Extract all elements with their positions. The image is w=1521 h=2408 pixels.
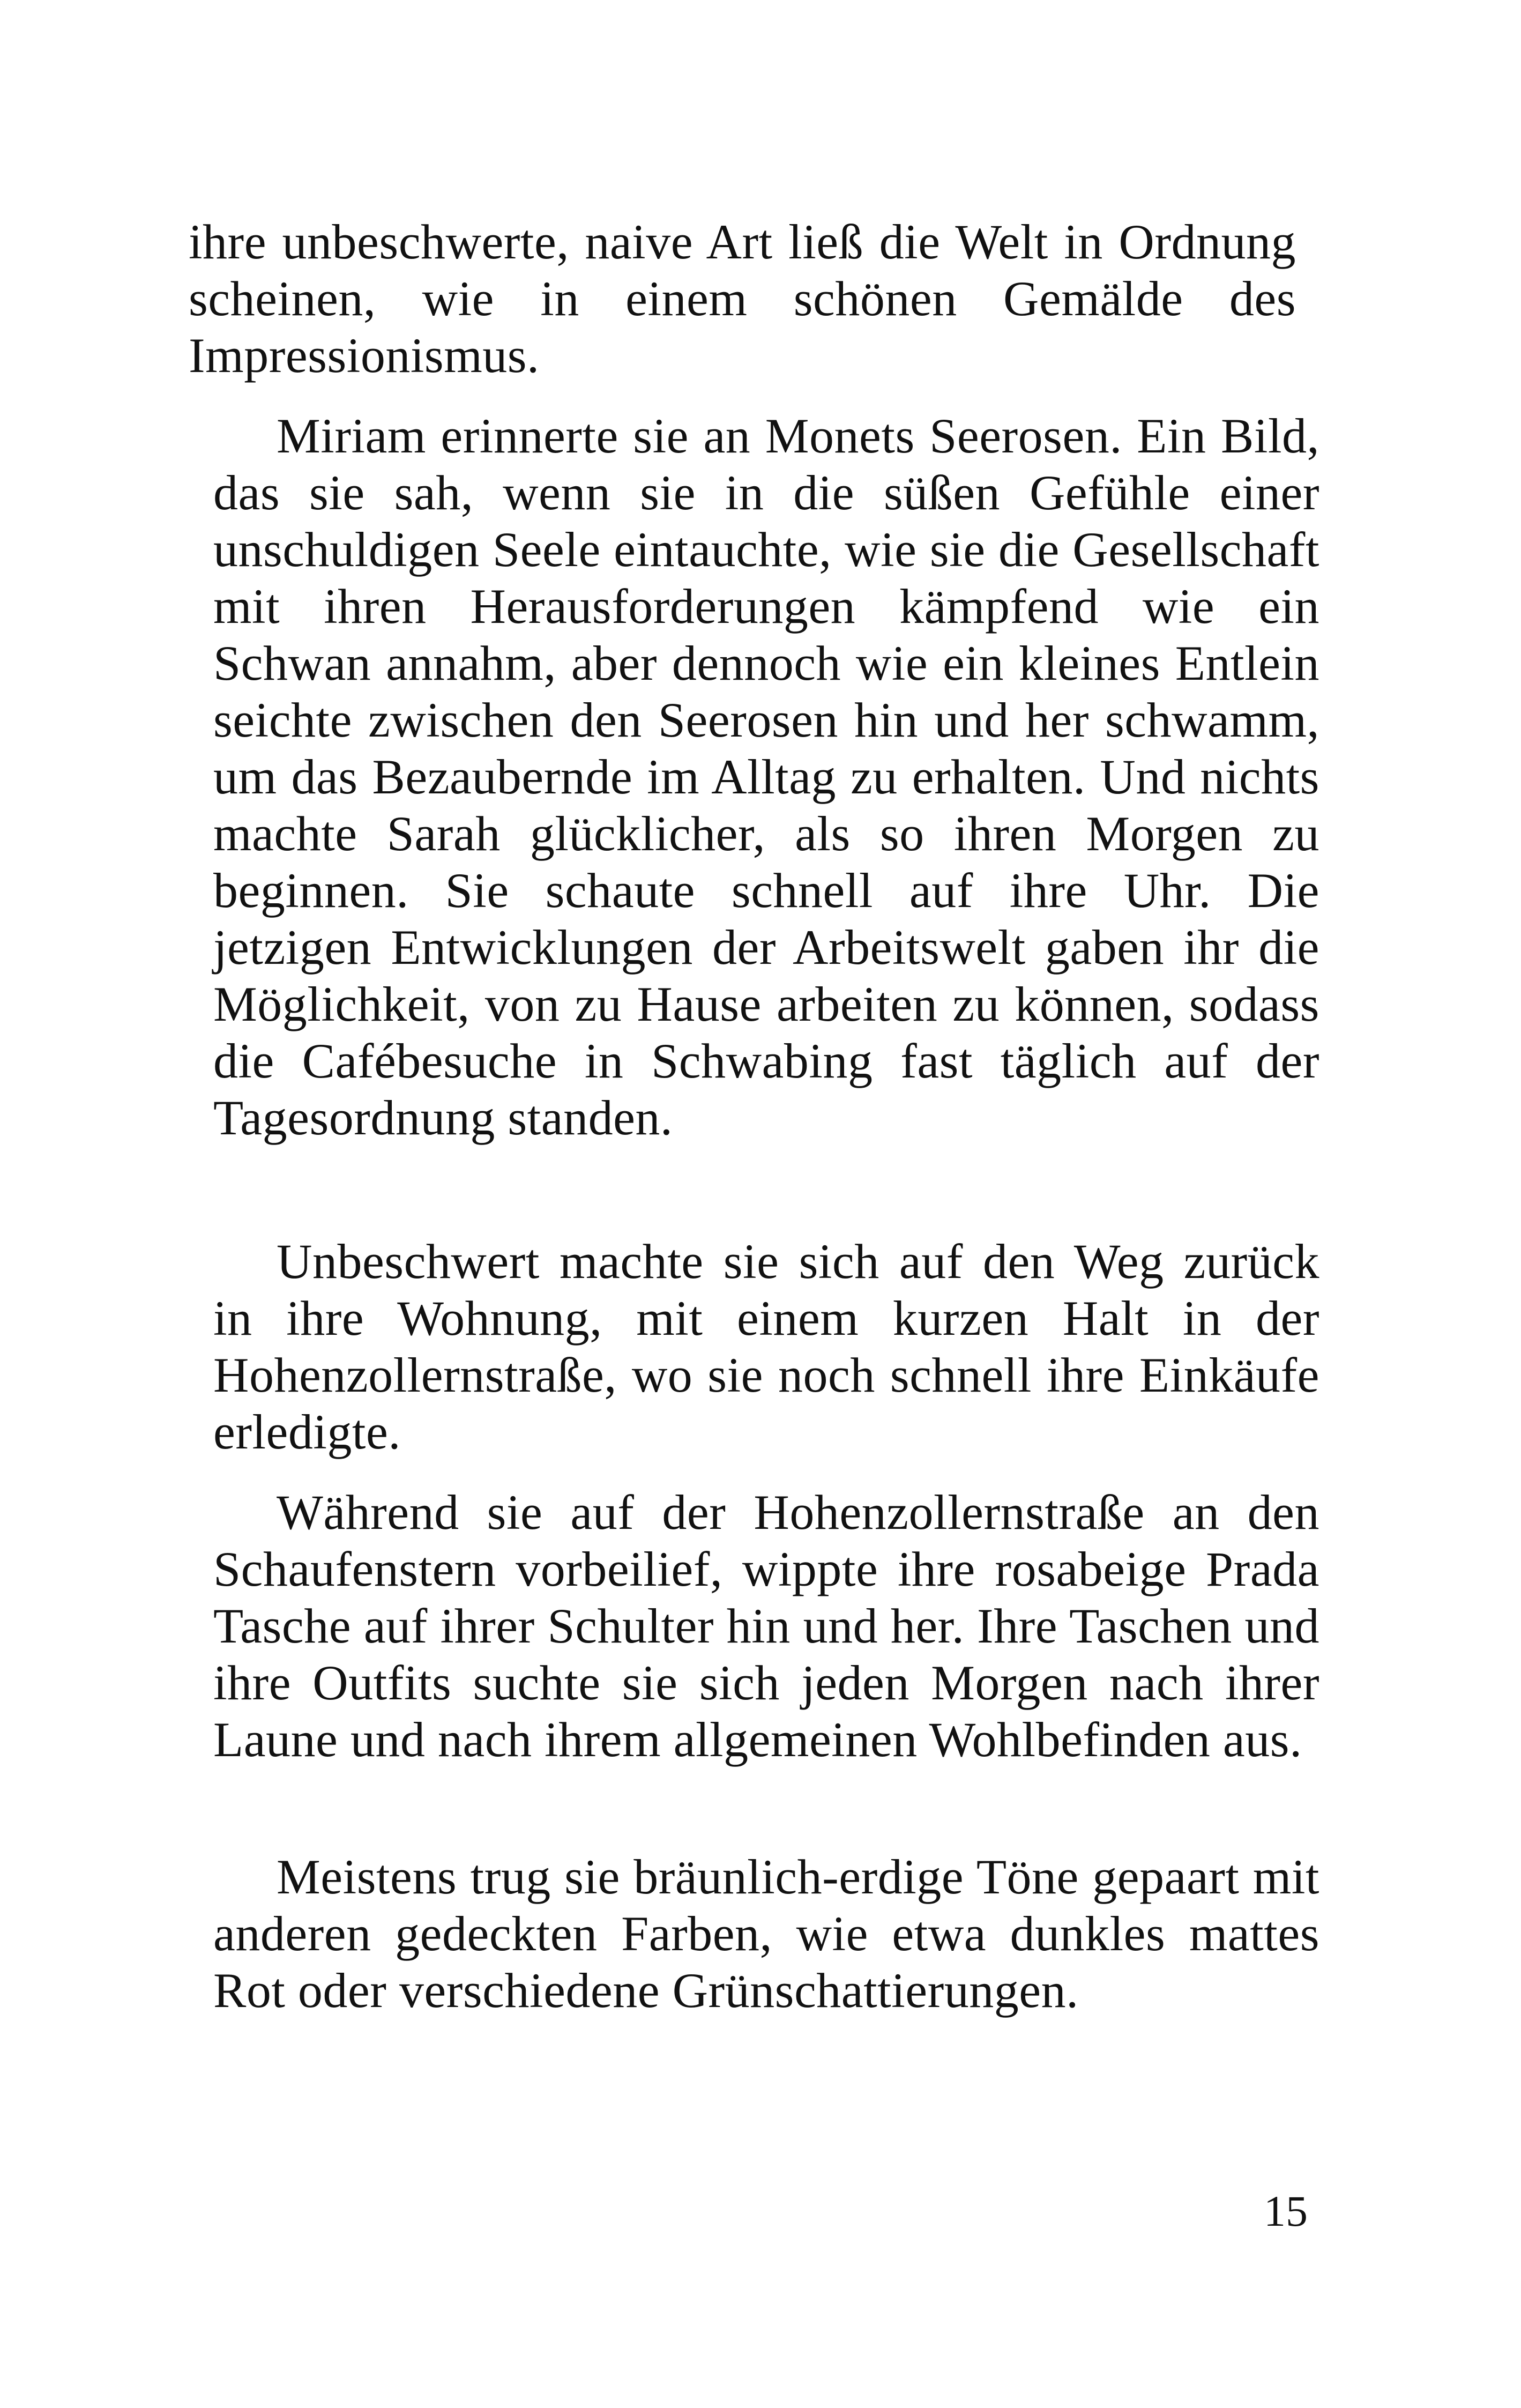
paragraph-text: Miriam erinnerte sie an Monets Seerosen. Ein Bild, das sie sah, wenn sie in die süßen Gefühle einer unschuldigen Seele eintauchte, wie sie die Gesellschaft mit ihren Herausforderungen kämpfend wie ein Schwan annahm, aber dennoch wie ein kleines Entlein seichte zwischen den Seerosen hin und her schwamm, um das Bezaubernde im Alltag zu erhalten. Und nichts machte Sarah glücklicher, als so ihren Morgen zu beginnen. Sie schaute schnell auf ihre Uhr. Die jetzigen Entwicklungen der Arbeitswelt gaben ihr die Möglichkeit, von zu Hause arbeiten zu können, sodass die Cafébesuche in Schwabing fast täglich auf der Tagesordnung standen.	[213, 408, 1319, 1145]
paragraph-hohenzollernstrasse	[213, 1484, 1319, 1768]
paragraph-text: Unbeschwert machte sie sich auf den Weg zurück in ihre Wohnung, mit einem kurzen Halt in der Hohenzollernstraße, wo sie noch schnell ihre Einkäufe erledigte.	[213, 1234, 1319, 1459]
paragraph-text: Meistens trug sie bräunlich-erdige Töne gepaart mit anderen gedeckten Farben, wie etwa dunkles mattes Rot oder verschiedene Grünschattierungen.	[213, 1849, 1319, 2018]
paragraph-unbeschwert	[213, 1233, 1319, 1460]
paragraph-meistens	[213, 1848, 1319, 2019]
page-number: 15	[1264, 2187, 1308, 2235]
paragraph-text: Während sie auf der Hohenzollernstraße an den Schaufenstern vorbeilief, wippte ihre rosabeige Prada Tasche auf ihrer Schulter hin und her. Ihre Taschen und ihre Outfits suchte sie sich jeden Morgen nach ihrer Laune und nach ihrem allgemeinen Wohlbefinden aus.	[213, 1485, 1319, 1767]
paragraph-text: ihre unbeschwerte, naive Art ließ die Welt in Ordnung scheinen, wie in einem schönen Gemälde des Impressionismus.	[189, 214, 1296, 383]
paragraph-continuation	[189, 213, 1296, 384]
paragraph-miriam-seerosen	[213, 407, 1319, 1146]
